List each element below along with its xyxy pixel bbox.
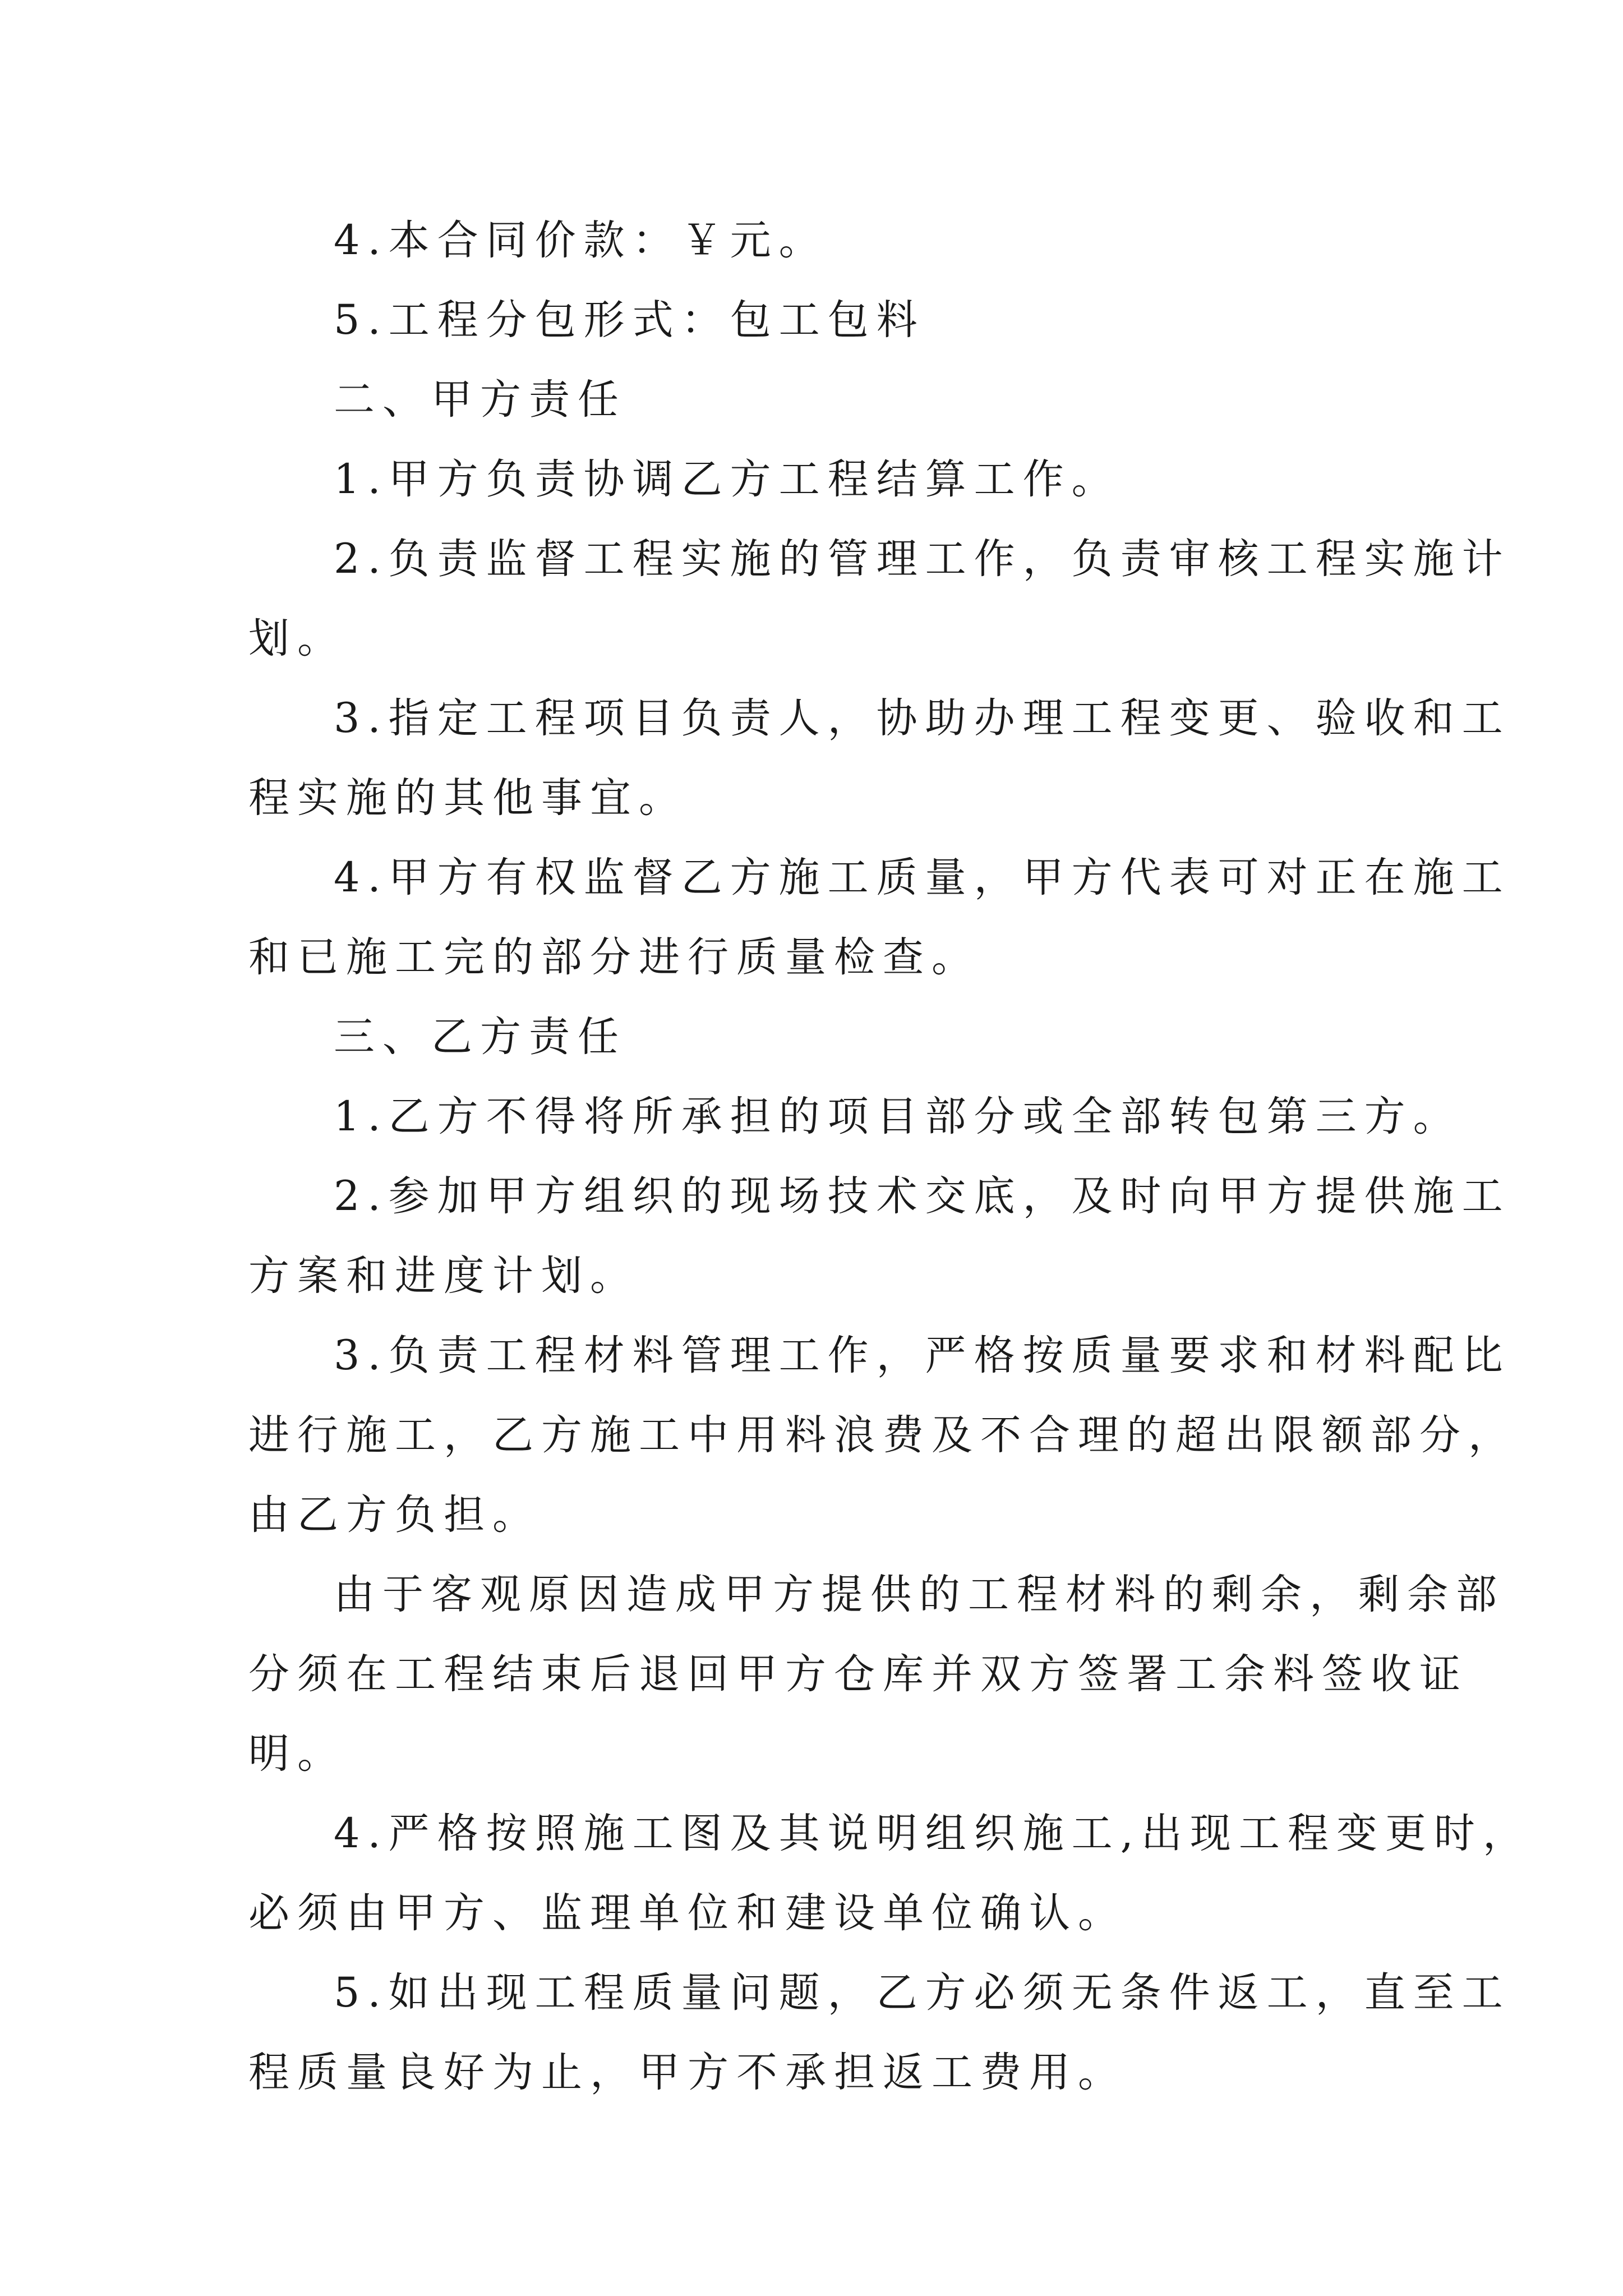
clause-line: 3.负责工程材料管理工作，严格按质量要求和材料配比: [334, 1332, 1511, 1379]
clause-line: 3.指定工程项目负责人，协助办理工程变更、验收和工: [334, 694, 1511, 742]
clause-line: 5.如出现工程质量问题，乙方必须无条件返工，直至工: [334, 1969, 1511, 2017]
clause-line: 1.甲方负责协调乙方工程结算工作。: [334, 455, 1121, 503]
clause-continuation: 和已施工完的部分进行质量检查。: [248, 933, 980, 981]
clause-continuation: 划。: [248, 615, 346, 662]
clause-line: 5.工程分包形式：包工包料: [334, 296, 925, 344]
paragraph-line: 由于客观原因造成甲方提供的工程材料的剩余，剩余部: [334, 1571, 1505, 1618]
clause-continuation: 方案和进度计划。: [248, 1252, 639, 1300]
clause-continuation: 进行施工，乙方施工中用料浪费及不合理的超出限额部分，: [248, 1411, 1517, 1459]
clause-line: 4.本合同价款：￥元。: [334, 217, 828, 264]
clause-line: 2.负责监督工程实施的管理工作，负责审核工程实施计: [334, 535, 1511, 583]
clause-line: 4.甲方有权监督乙方施工质量，甲方代表可对正在施工: [334, 854, 1511, 901]
clause-line: 1.乙方不得将所承担的项目部分或全部转包第三方。: [334, 1093, 1462, 1140]
clause-continuation: 由乙方负担。: [248, 1491, 541, 1539]
section-heading: 三、乙方责任: [334, 1013, 626, 1061]
clause-continuation: 程质量良好为止，甲方不承担返工费用。: [248, 2049, 1127, 2096]
section-heading: 二、甲方责任: [334, 376, 626, 424]
clause-continuation: 必须由甲方、监理单位和建设单位确认。: [248, 1889, 1127, 1937]
document-body: [248, 201, 1532, 2113]
clause-line: 2.参加甲方组织的现场技术交底，及时向甲方提供施工: [334, 1172, 1511, 1220]
clause-continuation: 程实施的其他事宜。: [248, 774, 688, 822]
clause-continuation: 明。: [248, 1730, 346, 1778]
clause-line: 4.严格按照施工图及其说明组织施工,出现工程变更时，: [334, 1810, 1532, 1857]
clause-continuation: 分须在工程结束后退回甲方仓库并双方签署工余料签收证: [248, 1650, 1468, 1698]
